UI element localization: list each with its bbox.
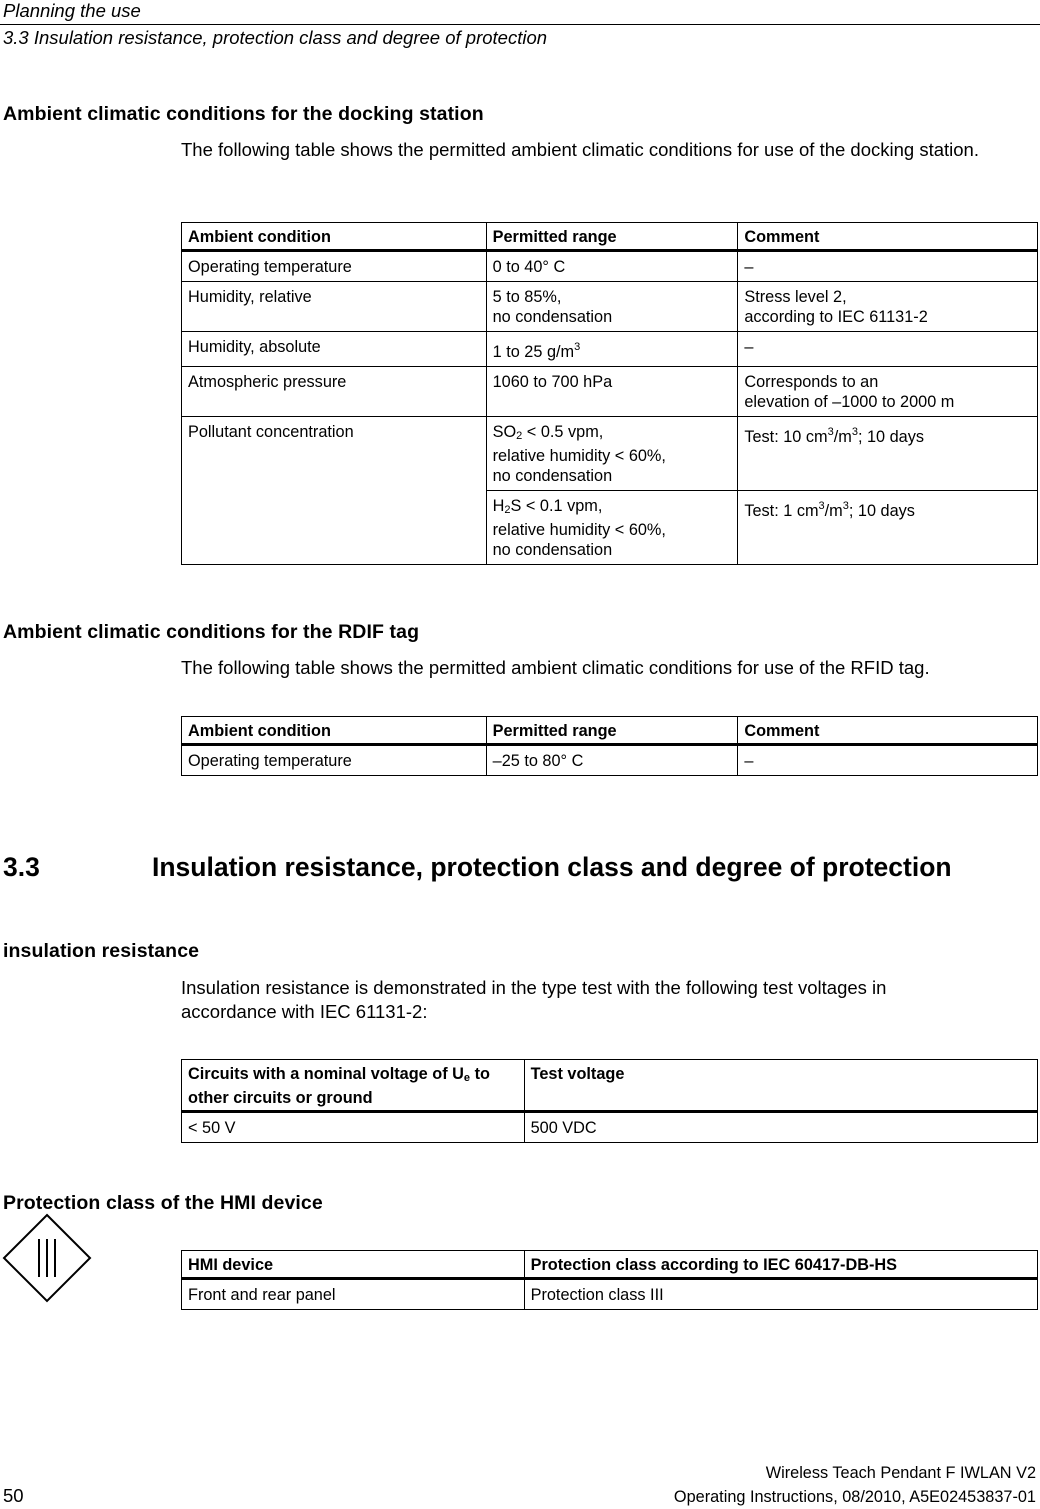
insulation-intro-line1: Insulation resistance is demonstrated in the type test with the following test voltages in	[181, 977, 887, 998]
cell-line: Corresponds to an	[744, 373, 879, 391]
column-header: Permitted range	[486, 223, 738, 251]
cell-comment	[738, 417, 1038, 491]
rfid-heading: Ambient climatic conditions for the RDIF tag	[3, 621, 420, 643]
cell-text: SO	[492, 423, 517, 441]
cell-condition: Atmospheric pressure	[182, 367, 487, 417]
rfid-table	[181, 716, 1038, 776]
superscript: 3	[851, 426, 858, 438]
column-header: Comment	[738, 223, 1038, 251]
cell-text: Test: 1 cm	[744, 502, 819, 520]
cell-text: ; 10 days	[857, 428, 925, 446]
cell-circuit: < 50 V	[182, 1112, 525, 1143]
cell-comment: –	[738, 251, 1038, 282]
cell-text: Test: 10 cm	[744, 428, 828, 446]
subscript: 2	[516, 430, 523, 442]
cell-range	[486, 491, 738, 565]
cell-text: < 0.5 vpm,	[522, 423, 604, 441]
cell-class: Protection class III	[524, 1279, 1037, 1310]
cell-line: according to IEC 61131-2	[744, 308, 928, 326]
header-chapter: Planning the use	[3, 0, 141, 21]
subscript: e	[463, 1072, 471, 1084]
docking-table	[181, 222, 1038, 565]
superscript: 3	[574, 341, 581, 353]
cell-condition: Operating temperature	[182, 745, 487, 776]
cell-line	[493, 496, 732, 520]
table-header-row	[182, 1060, 1038, 1112]
section-number: 3.3	[3, 852, 40, 882]
rfid-intro: The following table shows the permitted ambient climatic conditions for use of the RFID tag.	[181, 657, 930, 678]
header-line: other circuits or ground	[188, 1089, 373, 1107]
table-row	[182, 332, 1038, 367]
cell-condition: Humidity, relative	[182, 282, 487, 332]
cell-range	[486, 332, 738, 367]
footer-doc-info: Operating Instructions, 08/2010, A5E02453837-01	[673, 1488, 1036, 1506]
cell-comment	[738, 367, 1038, 417]
cell-line: relative humidity < 60%,	[492, 521, 666, 539]
header-text: to	[470, 1065, 490, 1083]
cell-condition: Operating temperature	[182, 251, 487, 282]
cell-condition: Pollutant concentration	[182, 417, 487, 565]
cell-line: no condensation	[492, 541, 613, 559]
column-header	[182, 1060, 525, 1112]
cell-device: Front and rear panel	[182, 1279, 525, 1310]
cell-text: /m	[824, 502, 843, 520]
column-header: Ambient condition	[182, 223, 487, 251]
cell-text: /m	[833, 428, 852, 446]
cell-text: H	[492, 497, 505, 515]
cell-line: no condensation	[492, 308, 613, 326]
table-row	[182, 251, 1038, 282]
footer-page-number: 50	[3, 1485, 24, 1506]
superscript: 3	[818, 500, 825, 512]
cell-range	[486, 282, 738, 332]
column-header: HMI device	[182, 1251, 525, 1279]
cell-comment	[738, 282, 1038, 332]
cell-line: no condensation	[492, 467, 613, 485]
table-row	[182, 1112, 1038, 1143]
insulation-table	[181, 1059, 1038, 1143]
cell-text: 1 to 25 g/m	[492, 343, 575, 361]
footer-product: Wireless Teach Pendant F IWLAN V2	[765, 1464, 1036, 1482]
table-row	[182, 367, 1038, 417]
subscript: 2	[504, 504, 511, 516]
cell-range	[486, 417, 738, 491]
protection-class-iii-icon	[2, 1213, 92, 1303]
column-header: Comment	[738, 717, 1038, 745]
cell-comment: –	[738, 332, 1038, 367]
cell-range: 0 to 40° C	[486, 251, 738, 282]
cell-line: relative humidity < 60%,	[492, 447, 666, 465]
table-row	[182, 282, 1038, 332]
insulation-intro-line2: accordance with IEC 61131-2:	[181, 1001, 428, 1022]
superscript: 3	[842, 500, 849, 512]
protection-heading: Protection class of the HMI device	[3, 1192, 323, 1214]
cell-voltage: 500 VDC	[524, 1112, 1037, 1143]
header-section: 3.3 Insulation resistance, protection class and degree of protection	[3, 27, 548, 48]
cell-line: 5 to 85%,	[492, 288, 562, 306]
superscript: 3	[827, 426, 834, 438]
cell-range: 1060 to 700 hPa	[486, 367, 738, 417]
cell-text: S < 0.1 vpm,	[510, 497, 603, 515]
cell-line: elevation of –1000 to 2000 m	[744, 393, 955, 411]
protection-table	[181, 1250, 1038, 1310]
table-row	[182, 417, 1038, 491]
column-header: Test voltage	[524, 1060, 1037, 1112]
cell-line: Stress level 2,	[744, 288, 847, 306]
header-line	[188, 1064, 518, 1088]
cell-condition: Humidity, absolute	[182, 332, 487, 367]
table-header-row	[182, 1251, 1038, 1279]
table-header-row	[182, 717, 1038, 745]
insulation-heading: insulation resistance	[3, 940, 200, 962]
cell-range: –25 to 80° C	[486, 745, 738, 776]
docking-heading: Ambient climatic conditions for the docking station	[3, 103, 484, 125]
table-row	[182, 1279, 1038, 1310]
column-header: Permitted range	[486, 717, 738, 745]
section-title: Insulation resistance, protection class and degree of protection	[152, 852, 952, 882]
column-header: Protection class according to IEC 60417-DB-HS	[524, 1251, 1037, 1279]
column-header: Ambient condition	[182, 717, 487, 745]
cell-line	[493, 422, 732, 446]
cell-comment	[738, 491, 1038, 565]
header-divider	[0, 24, 1040, 25]
docking-intro: The following table shows the permitted ambient climatic conditions for use of the docking station.	[181, 139, 979, 160]
table-header-row	[182, 223, 1038, 251]
header-text: Circuits with a nominal voltage of U	[188, 1065, 464, 1083]
table-row	[182, 745, 1038, 776]
cell-comment: –	[738, 745, 1038, 776]
cell-text: ; 10 days	[848, 502, 915, 520]
